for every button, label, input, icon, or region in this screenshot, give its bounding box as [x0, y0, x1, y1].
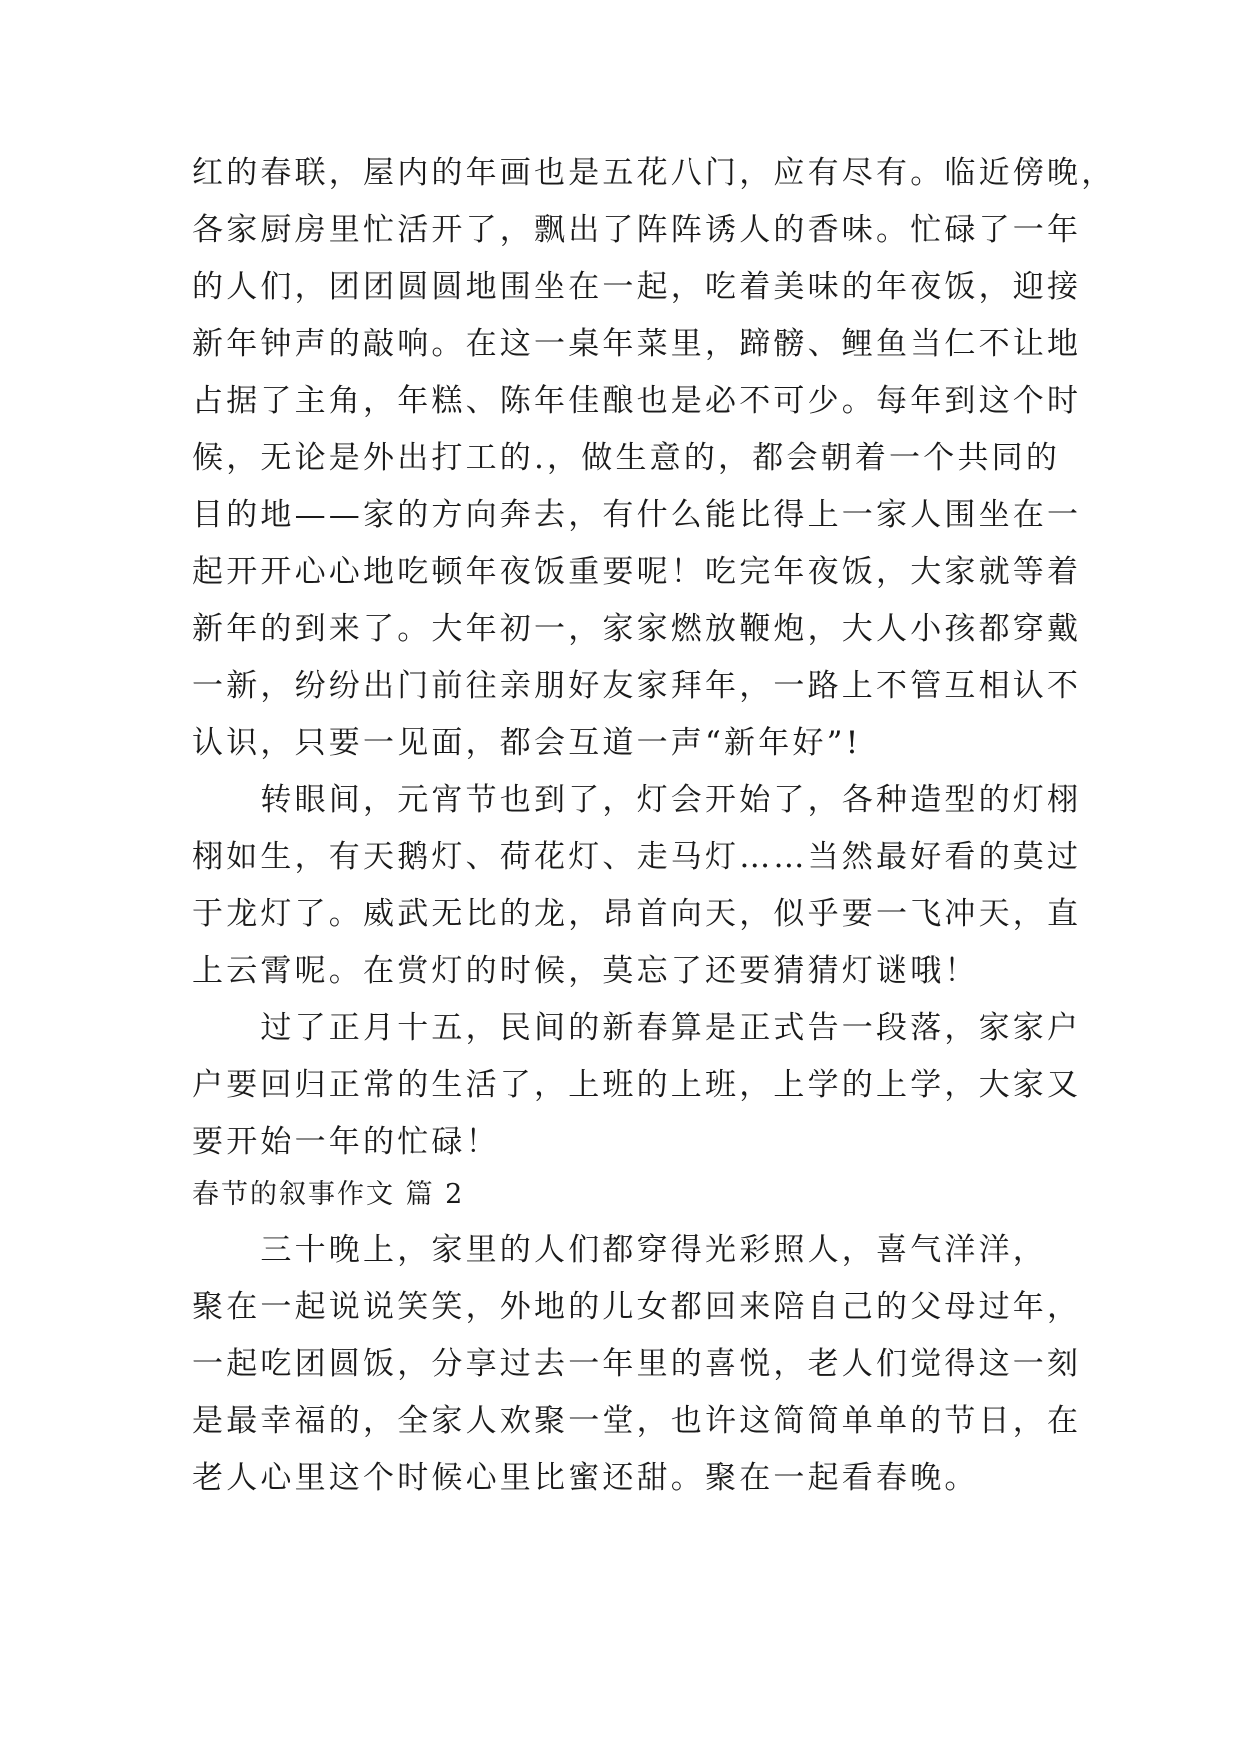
text-line: 是最幸福的，全家人欢聚一堂，也许这简简单单的节日，在 — [192, 1403, 1082, 1439]
text-line: 认识，只要一见面，都会互道一声“新年好”! — [192, 725, 862, 761]
paragraph-start-line: 过了正月十五，民间的新春算是正式告一段落，家家户 — [192, 1010, 1082, 1046]
text-line: 要开始一年的忙碌！ — [192, 1124, 500, 1160]
text-line: 栩如生，有天鹅灯、荷花灯、走马灯……当然最好看的莫过 — [192, 839, 1082, 875]
text-line: 红的春联，屋内的年画也是五花八门，应有尽有。临近傍晚， — [192, 155, 1116, 191]
text-line: 于龙灯了。威武无比的龙，昂首向天，似乎要一飞冲天，直 — [192, 896, 1082, 932]
text-line: 一起吃团圆饭，分享过去一年里的喜悦，老人们觉得这一刻 — [192, 1346, 1082, 1382]
text-line: 一新，纷纷出门前往亲朋好友家拜年，一路上不管互相认不 — [192, 668, 1082, 704]
text-line: 聚在一起说说笑笑，外地的儿女都回来陪自己的父母过年， — [192, 1289, 1082, 1325]
text-line: 占据了主角，年糕、陈年佳酿也是必不可少。每年到这个时 — [192, 383, 1082, 419]
text-line: 候，无论是外出打工的.，做生意的，都会朝着一个共同的 — [192, 440, 1061, 476]
text-line: 目的地——家的方向奔去，有什么能比得上一家人围坐在一 — [192, 497, 1082, 533]
text-line: 起开开心心地吃顿年夜饭重要呢！吃完年夜饭，大家就等着 — [192, 554, 1082, 590]
paragraph-start-line: 转眼间，元宵节也到了，灯会开始了，各种造型的灯栩 — [192, 782, 1082, 818]
text-line: 各家厨房里忙活开了，飘出了阵阵诱人的香味。忙碌了一年 — [192, 212, 1082, 248]
text-line: 老人心里这个时候心里比蜜还甜。聚在一起看春晚。 — [192, 1460, 979, 1496]
section-title: 春节的叙事作文 篇 2 — [192, 1179, 465, 1210]
paragraph-start-line: 三十晚上，家里的人们都穿得光彩照人，喜气洋洋， — [192, 1232, 1047, 1268]
text-line: 新年钟声的敲响。在这一桌年菜里，蹄髈、鲤鱼当仁不让地 — [192, 326, 1082, 362]
text-line: 新年的到来了。大年初一，家家燃放鞭炮，大人小孩都穿戴 — [192, 611, 1082, 647]
text-line: 的人们，团团圆圆地围坐在一起，吃着美味的年夜饭，迎接 — [192, 269, 1082, 305]
text-line: 上云霄呢。在赏灯的时候，莫忘了还要猜猜灯谜哦！ — [192, 953, 979, 989]
text-line: 户要回归正常的生活了，上班的上班，上学的上学，大家又 — [192, 1067, 1082, 1103]
